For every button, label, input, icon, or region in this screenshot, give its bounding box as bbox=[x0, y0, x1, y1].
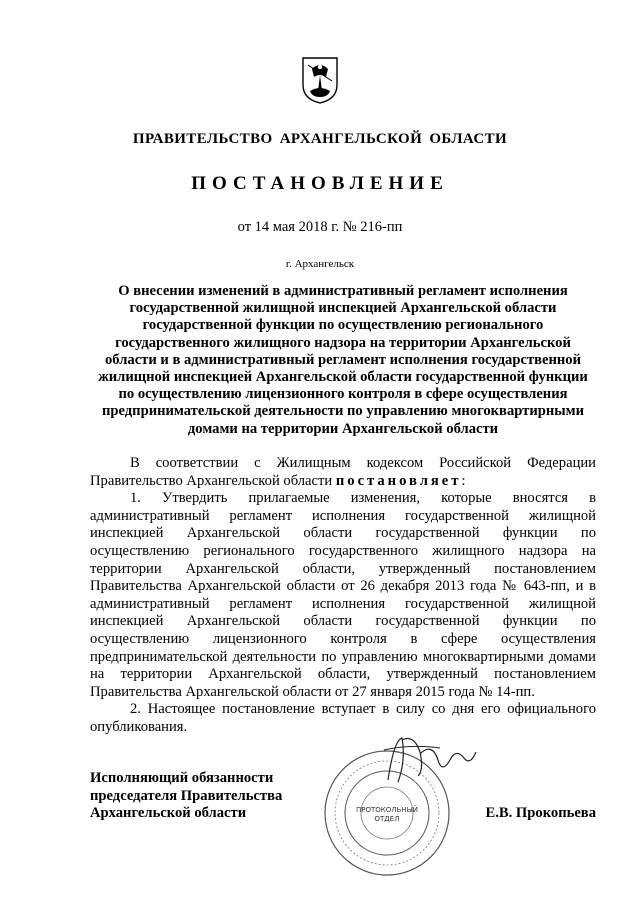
document-city: г. Архангельск bbox=[285, 258, 355, 270]
document-type: ПОСТАНОВЛЕНИЕ bbox=[191, 173, 449, 194]
signer-line-1: Исполняющий обязанности bbox=[90, 770, 274, 786]
handwritten-signature-icon bbox=[380, 730, 480, 790]
signer-line-3: Архангельской области bbox=[90, 805, 247, 822]
document-title: О внесении изменений в административный регламент исполнения государственной жилищной инспекцией Архангельской области государственной функции по осуществлению регионального государственного жилищного надзора на территории Архангельской области и в административный регламент исполнения государственной жилищной инспекцией Архангельской области государственной функции по осуществлению лицензионного контроля в сфере осуществления предпринимательской деятельности по управлению многоквартирными домами на территории Архангельской области bbox=[98, 283, 588, 437]
intro-paragraph bbox=[90, 455, 596, 490]
intro-keyword: постановляет bbox=[335, 472, 462, 489]
signer-line-2: председателя Правительства bbox=[90, 787, 283, 804]
coat-of-arms-icon bbox=[300, 55, 340, 105]
stamp-center-text bbox=[344, 806, 430, 824]
stamp-line-2: ОТДЕЛ bbox=[374, 815, 400, 823]
document-date: от 14 мая 2018 г. № 216-пп bbox=[237, 219, 403, 235]
stamp-line-1: ПРОТОКОЛЬНЫЙ bbox=[355, 806, 418, 814]
signer-position bbox=[90, 770, 282, 823]
item-1-paragraph: 1. Утвердить прилагаемые изменения, которые вносятся в административный регламент исполнения государственной жилищной инспекцией Архангельской области государственной функции по осуществлению регионального государственного жилищного надзора на территории Архангельской области, утвержденный постановлением Правительства Архангельской области от 26 декабря 2013 года № 643-пп, и в административный регламент исполнения государственной жилищной инспекцией Архангельской области государственной функции по осуществлению лицензионного контроля в сфере осуществления предпринимательской деятельности по управлению многоквартирными домами на территории Архангельской области, утвержденный постановлением Правительства Архангельской области от 27 января 2015 года № 14-пп. bbox=[90, 490, 596, 700]
intro-end: : bbox=[461, 472, 466, 489]
government-heading: ПРАВИТЕЛЬСТВО АРХАНГЕЛЬСКОЙ ОБЛАСТИ bbox=[132, 131, 508, 147]
document-body bbox=[90, 455, 596, 737]
intro-text: В соответствии с Жилищным кодексом Российской Федерации Правительство Архангельской области bbox=[90, 455, 596, 489]
signer-name: Е.В. Прокопьева bbox=[485, 805, 596, 821]
item-2-paragraph: 2. Настоящее постановление вступает в силу со дня его официального опубликования. bbox=[90, 701, 596, 735]
